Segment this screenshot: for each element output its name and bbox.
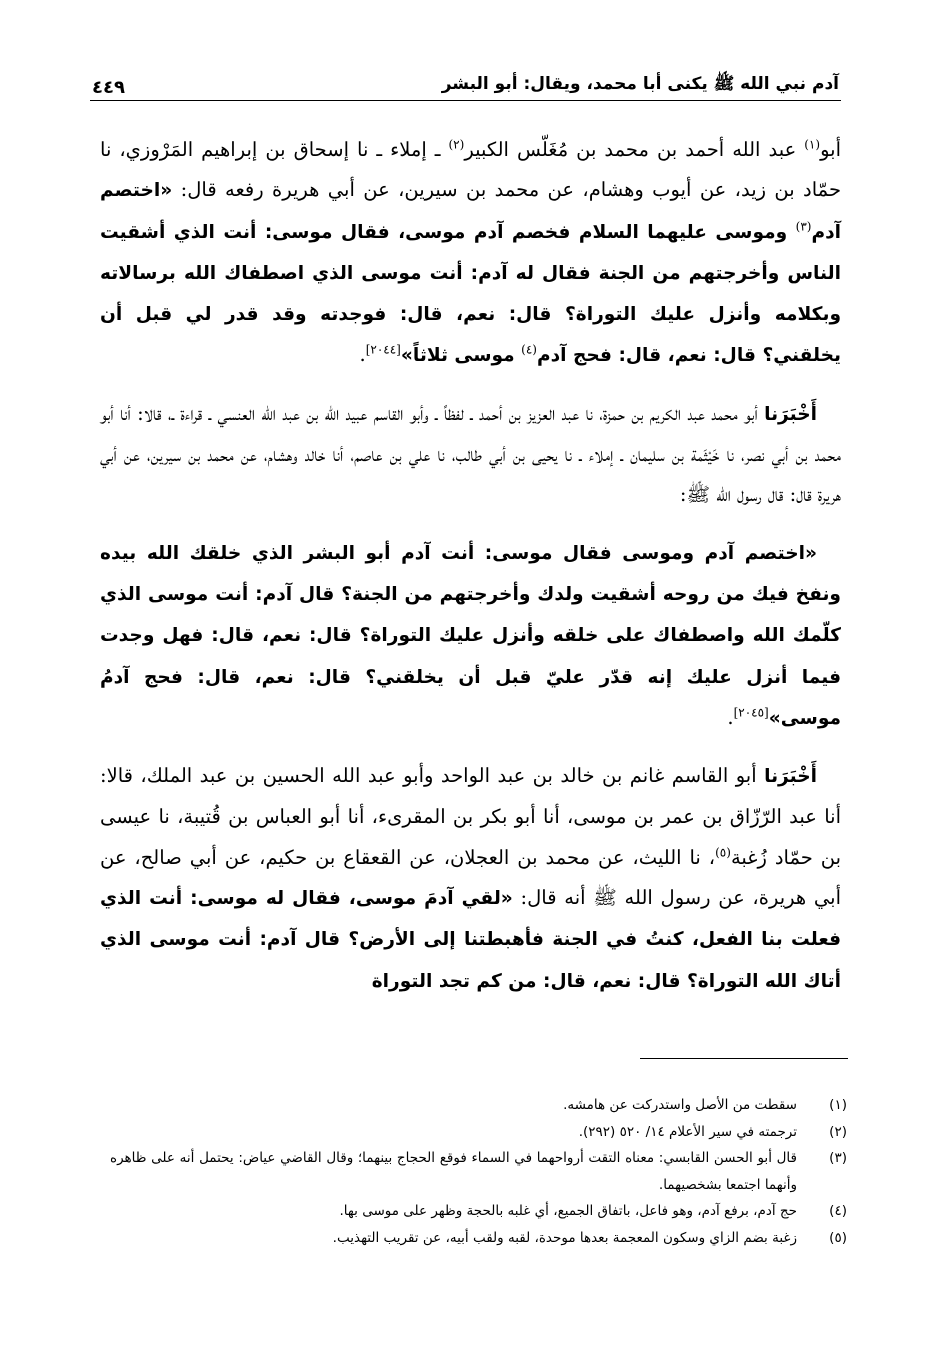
header-rule [90, 100, 841, 101]
isnad-lead: أَخْبَرَنا [764, 403, 817, 425]
paragraph-3 [100, 533, 841, 739]
footnote [110, 1198, 847, 1225]
paragraph-2 [100, 394, 841, 516]
footnote-ref: (٤) [521, 342, 537, 357]
footnote-ref: (١) [804, 137, 821, 152]
hadith-number: [٢٠٤٤] [365, 342, 401, 357]
hadith-number: [٢٠٤٥] [733, 705, 769, 720]
paragraph-4 [100, 756, 841, 1002]
text-run: أبو محمد عبد الكريم بن حمزة، نا عبد العزيز بن أحمد ـ لفظاً ـ وأبو القاسم عبيد الله بن عبد الله العنسي ـ قراءة ـ، قالا: أنا أبو محمد بن أبي نصر، نا خَيْثَمة بن سليمان ـ إملاء ـ نا يحيى بن أبي طالب، نا علي بن عاصم، أنا خالد وهشام، عن محمد بن سيرين، عن أبي هريرة قال: قال رسول الله ﷺ: [100, 401, 841, 507]
running-title: آدم نبي الله ﷺ يكنى أبا محمد، ويقال: أبو البشر [441, 74, 839, 94]
footnote-number: (٥) [829, 1229, 847, 1246]
footnote-number: (١) [829, 1097, 847, 1113]
footnote-ref: (٥) [715, 845, 731, 860]
footnote-text: حج آدم، برفع آدم، وهو فاعل، باتفاق الجميع، أي غلبه بالحجة وظهر على موسى بها. [339, 1203, 797, 1219]
footnote-text: ترجمته في سير الأعلام ١٤/ ٥٢٠ (٢٩٢). [578, 1123, 797, 1140]
footnote-rule [640, 1058, 848, 1059]
hadith-text: «لقي آدمَ موسى، فقال له موسى: أنت الذي فعلت بنا الفعل، كنتُ في الجنة فأهبطتنا إلى الأرض؟ قال آدم: أنت موسى الذي أتاك الله التوراة؟ قال: نعم، قال: من كم تجد التوراة [100, 888, 841, 992]
paragraph-1 [100, 130, 841, 377]
footnotes [110, 1092, 847, 1251]
text-run: عبد الله أحمد بن محمد بن مُغَلّس الكبير [464, 138, 805, 161]
hadith-text: وموسى عليهما السلام فخصم آدم موسى، فقال موسى: أنت الذي أشقيت الناس وأخرجتهم من الجنة فقال له آدم: أنت موسى الذي اصطفاك الله برسالاته وبكلامه وأنزل عليك التوراة؟ قال: نعم، قال: فوجدته وقد قدر لي قبل أن يخلقني؟ قال: نعم، قال: فحج آدم [100, 221, 841, 367]
footnote [110, 1145, 847, 1198]
main-text [100, 130, 841, 1019]
text-run: أبو [820, 138, 841, 161]
text-run: . [359, 343, 366, 367]
footnote-text: زغبة بضم الزاي وسكون المعجمة بعدها موحدة، لقبه ولقب أبيه، عن تقريب التهذيب. [332, 1229, 797, 1246]
hadith-text: «اختصم آدم [100, 180, 841, 243]
text-run: ـ إملاء ـ نا إسحاق بن إبراهيم المَرْوزي، نا حمّاد بن زيد، عن أيوب وهشام، عن محمد بن سيرين، عن أبي هريرة رفعه قال: [100, 138, 841, 202]
text-run: . [727, 705, 734, 729]
footnote-ref: (٣) [795, 219, 812, 234]
footnote-text: قال أبو الحسن القابسي: معناه التقت أرواحهما في السماء فوقع الحجاج بينهما؛ وقال القاضي عياض: يحتمل أنه على ظاهره وأنهما اجتمعا بشخصيهما. [110, 1150, 797, 1193]
footnote-ref: (٢) [448, 137, 465, 152]
footnote-number: (٢) [829, 1123, 847, 1140]
footnote-text: سقطت من الأصل واستدركت عن هامشه. [563, 1097, 797, 1113]
footnote [110, 1119, 847, 1146]
footnote-number: (٤) [829, 1203, 847, 1219]
text-run: أبو القاسم غانم بن خالد بن عبد الواحد وأبو عبد الله الحسين بن عبد الملك، قالا: أنا عبد الرّزّاق بن عمر بن موسى، أنا أبو بكر بن المقرىء، أنا أبو العباس بن قُتيبة، نا عيسى بن حمّاد زُغبة [100, 764, 842, 869]
hadith-text: موسى ثلاثاً» [400, 345, 522, 367]
page-header [92, 68, 839, 98]
hadith-text: «اختصم آدم وموسى فقال موسى: أنت آدم أبو البشر الذي خلقك الله بيده ونفخ فيك من روحه أشقيت ولدك وأخرجتهم من الجنة؟ قال آدم: أنت موسى الذي كلّمك الله واصطفاك على خلقه وأنزل عليك التوراة؟ قال: نعم، قال: فهل وجدت فيما أنزل عليك إنه قدّر عليّ قبل أن يخلقني؟ قال: نعم، قال: فحج آدمُ موسى» [100, 542, 841, 729]
text-run: ، نا الليث، عن محمد بن العجلان، عن القعقاع بن حكيم، عن أبي صالح، عن أبي هريرة، عن رسول الله ﷺ أنه قال: [100, 845, 841, 910]
footnote [110, 1225, 847, 1252]
isnad-lead: أَخْبَرَنا [764, 766, 817, 788]
footnote [110, 1092, 847, 1119]
page-number: ٤٤٩ [92, 77, 125, 98]
footnote-number: (٣) [829, 1150, 847, 1166]
